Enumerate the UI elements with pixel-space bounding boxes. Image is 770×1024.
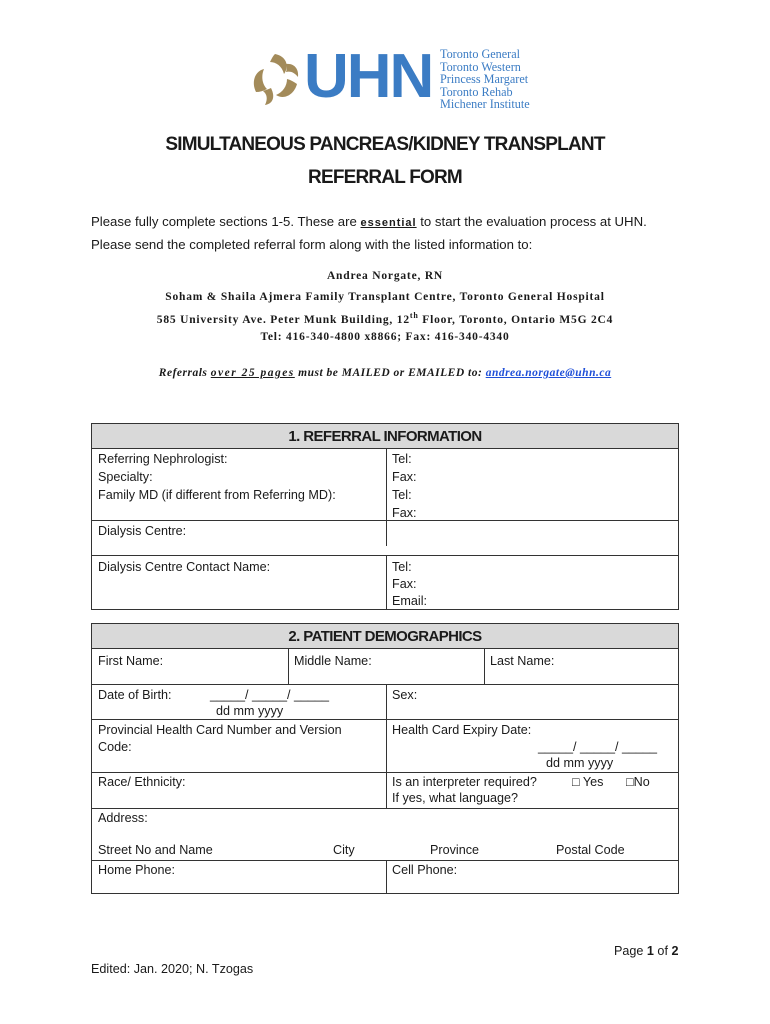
column-divider [484,649,485,684]
health-card-label: Provincial Health Card Number and Version [98,723,342,737]
hospital-list [440,48,530,111]
contact-name: Andrea Norgate, RN [326,270,444,282]
contact-address [0,311,770,326]
address-text: 585 University Ave. Peter Munk Building, 12 [156,313,410,326]
tel-label: Tel: [392,452,412,466]
page-number [614,944,678,958]
dob-label: Date of Birth: [98,688,172,702]
uhn-wordmark: UHN [304,42,433,111]
dialysis-centre-label: Dialysis Centre: [98,524,187,538]
mail-note-text: Referrals [158,367,211,379]
fax-label: Fax: [392,577,417,591]
row-divider [92,772,678,773]
email-link[interactable]: andrea.norgate@uhn.ca [485,367,612,379]
address-sup: th [409,311,419,320]
intro-text: to start the evaluation process at UHN. Please send the completed referral form along with the listed information to: [91,214,647,252]
dob-format: dd mm yyyy [216,704,284,718]
referring-nephrologist-label: Referring Nephrologist: [98,452,228,466]
dob-blanks[interactable]: _____/ _____/ _____ [210,688,330,702]
contact-phone: Tel: 416-340-4800 x8866; Fax: 416-340-4340 [260,331,510,343]
form-title-line2: REFERRAL FORM [308,167,462,188]
city-label: City [333,843,355,857]
yes-checkbox[interactable]: □ Yes [572,775,604,789]
row-divider [92,684,678,685]
tel-label: Tel: [392,560,412,574]
row-divider [92,555,678,556]
row-divider [92,860,678,861]
intro-paragraph [91,211,681,255]
first-name-label: First Name: [98,654,164,668]
specialty-label: Specialty: [98,470,153,484]
hospital-name: Toronto Western [440,59,521,74]
interpreter-label: Is an interpreter required? [392,775,537,789]
uhn-logo [250,42,530,112]
health-card-label-cont: Code: [98,740,132,754]
intro-text: Please fully complete sections 1-5. These are [91,214,361,229]
dialysis-contact-label: Dialysis Centre Contact Name: [98,560,271,574]
uhn-emblem-icon [250,52,300,106]
column-divider [386,449,387,546]
hospital-name: Michener Institute [440,97,530,112]
page-of: of [653,944,672,958]
email-label: Email: [392,594,427,608]
language-label: If yes, what language? [392,791,519,805]
postal-code-label: Postal Code [556,843,625,857]
column-divider [288,649,289,684]
cell-phone-label: Cell Phone: [392,863,458,877]
address-text: Floor, Toronto, Ontario M5G 2C4 [418,313,614,326]
expiry-blanks[interactable]: _____/ _____/ _____ [538,740,658,754]
expiry-format: dd mm yyyy [546,756,614,770]
hospital-name: Toronto Rehab [440,84,513,99]
hospital-name: Princess Margaret [440,72,529,87]
fax-label: Fax: [392,506,417,520]
row-divider [92,719,678,720]
address-label: Address: [98,811,148,825]
mail-note-emphasis: over 25 pages [210,367,295,379]
section-patient-demographics [91,623,679,894]
column-divider [386,684,387,808]
expiry-label: Health Card Expiry Date: [392,723,532,737]
column-divider [386,860,387,894]
home-phone-label: Home Phone: [98,863,176,877]
section-2-header: 2. PATIENT DEMOGRAPHICS [92,624,678,649]
page-current: 1 [646,944,654,958]
row-divider [92,808,678,809]
mail-note [0,367,770,379]
race-label: Race/ Ethnicity: [98,775,186,789]
page-total: 2 [671,944,679,958]
no-checkbox[interactable]: □No [626,775,650,789]
section-referral-information [91,423,679,610]
row-divider [92,520,678,521]
contact-centre: Soham & Shaila Ajmera Family Transplant Centre, Toronto General Hospital [165,291,605,303]
hospital-name: Toronto General [440,47,521,61]
form-title-line1: SIMULTANEOUS PANCREAS/KIDNEY TRANSPLANT [165,134,605,155]
province-label: Province [430,843,479,857]
sex-label: Sex: [392,688,418,702]
column-divider [386,556,387,610]
fax-label: Fax: [392,470,417,484]
tel-label: Tel: [392,488,412,502]
intro-emphasis: essential [360,217,417,229]
section-1-header: 1. REFERRAL INFORMATION [92,424,678,449]
page-label: Page [614,944,647,958]
family-md-label: Family MD (if different from Referring MD): [98,488,336,502]
mail-note-text: must be MAILED or EMAILED to: [294,367,486,379]
street-label: Street No and Name [98,843,213,857]
last-name-label: Last Name: [490,654,555,668]
middle-name-label: Middle Name: [294,654,372,668]
edited-note: Edited: Jan. 2020; N. Tzogas [91,962,254,976]
